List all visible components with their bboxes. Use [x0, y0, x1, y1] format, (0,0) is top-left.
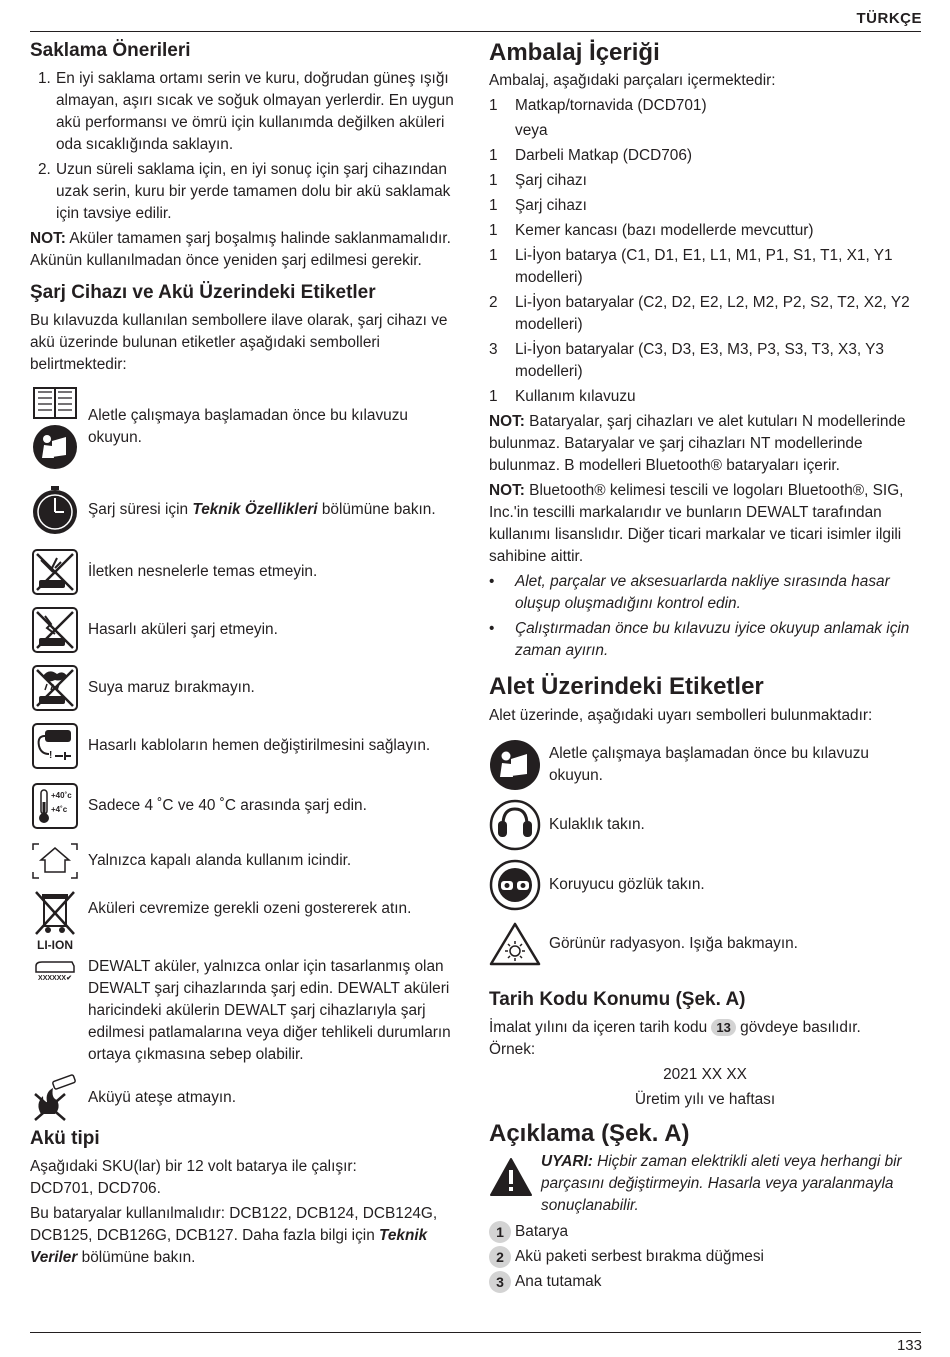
symbol-no-fire	[30, 1074, 460, 1122]
callout-badge: 1	[489, 1221, 511, 1243]
list-item: 1 Matkap/tornavida (DCD701)	[489, 97, 707, 115]
symbol-text: İletken nesnelerle temas etmeyin.	[88, 562, 318, 580]
symbol-text: Yalnızca kapalı alanda kullanım icindir.	[88, 851, 352, 869]
list-item: 2 Li-İyon bataryalar (C2, D2, E2, L2, M2, P2, S2, T2, X2, Y2 modelleri)	[489, 294, 910, 334]
list-item: veya	[515, 122, 548, 140]
battery-code-label: XXXXXX✔	[38, 974, 72, 982]
page-number: 133	[896, 1337, 922, 1354]
symbol-no-conductive	[30, 548, 460, 596]
list-item: 2 Akü paketi serbest bırakma düğmesi	[489, 1246, 921, 1268]
no-damaged-battery-icon	[31, 606, 79, 654]
right-column	[489, 40, 921, 1296]
symbol-charge-time	[30, 484, 460, 536]
no-fire-icon	[31, 1074, 79, 1122]
list-item: 1 Kemer kancası (bazı modellerde mevcuttur)	[489, 222, 814, 240]
symbol-radiation	[489, 921, 921, 967]
svg-text:+4˚c: +4˚c	[51, 804, 68, 814]
bullet-item: • Çalıştırmadan önce bu kılavuzu iyice okuyup anlamak için zaman ayırın.	[489, 620, 910, 660]
symbol-text: DEWALT aküler, yalnızca onlar için tasarlanmış olan DEWALT şarj cihazlarında şarj edin. DEWALT aküleri haricindeki akülerin DEWALT şarj cihazlarıyla şarj edilmesi patlamalarına veya diğer tehlikeli durumların ortaya çıkmasına sebep olabilir.	[88, 957, 451, 1063]
symbol-dewalt-only	[30, 956, 460, 1066]
package-intro: Ambalaj, aşağıdaki parçaları içermektedir:	[489, 72, 776, 90]
symbol-dispose	[30, 888, 460, 952]
list-item: 1 Li-İyon batarya (C1, D1, E1, L1, M1, P1, S1, T1, X1, Y1 modelleri)	[489, 247, 893, 287]
date-code-example-label: Örnek:	[489, 1040, 536, 1058]
list-item: 1 Kullanım kılavuzu	[489, 388, 636, 406]
indoor-house-icon	[31, 842, 79, 880]
symbol-text: Sadece 4 ˚C ve 40 ˚C arasında şarj edin.	[88, 796, 367, 814]
symbol-no-water	[30, 664, 460, 712]
battery-type-line3: Bu bataryalar kullanılmalıdır: DCB122, DCB124, DCB124G, DCB125, DCB126G, DCB127. Daha fazla bilgi için Teknik Veriler bölümüne bakın.	[30, 1204, 438, 1266]
list-item: 3 Ana tutamak	[489, 1271, 921, 1293]
symbol-text: Hasarlı aküleri şarj etmeyin.	[88, 620, 278, 638]
package-note-2: NOT: Bluetooth® kelimesi tescili ve logoları Bluetooth®, SIG, Inc.'in tescilli markalarıdır ve bunların DEWALT tarafından kullanımı lisanslıdır. Diğer ticari markalar ve ticari isimler ilgili sahibine aittir.	[489, 482, 904, 566]
symbol-no-damaged	[30, 606, 460, 654]
tool-labels-intro: Alet üzerinde, aşağıdaki uyarı sembolleri bulunmaktadır:	[489, 706, 873, 724]
battery-type-line2: DCD701, DCD706.	[30, 1179, 161, 1197]
language-label: TÜRKÇE	[856, 10, 922, 27]
svg-text:!: !	[49, 749, 53, 761]
symbol-text: Kulaklık takın.	[549, 815, 645, 833]
callout-badge: 3	[489, 1271, 511, 1293]
symbol-replace-cords	[30, 722, 460, 770]
footer-rule	[30, 1332, 921, 1333]
read-manual-icon	[489, 739, 541, 791]
tool-labels-title: Alet Üzerindeki Etiketler	[489, 673, 764, 701]
symbol-indoor	[30, 842, 460, 880]
svg-text:+40˚c: +40˚c	[51, 790, 72, 800]
bullet-item: • Alet, parçalar ve aksesuarlarda nakliye sırasında hasar oluşup oluşmadığını kontrol edin.	[489, 573, 890, 613]
symbol-text: Aküleri cevremize gerekli ozeni gostererek atın.	[88, 899, 412, 917]
visible-radiation-icon	[489, 921, 541, 967]
left-column	[30, 40, 460, 1269]
package-list	[489, 95, 921, 408]
list-item: 1 Şarj cihazı	[489, 197, 587, 215]
read-manual-icon	[32, 424, 78, 470]
header-rule	[30, 31, 921, 32]
symbol-tool-read-manual	[489, 739, 921, 791]
warning-triangle-icon	[489, 1157, 533, 1197]
date-code-text: İmalat yılını da içeren tarih kodu 13 gövdeye basılıdır.	[489, 1018, 861, 1036]
symbol-temperature	[30, 782, 460, 830]
list-item: 1 Batarya	[489, 1221, 921, 1243]
callout-badge: 13	[711, 1019, 735, 1036]
parts-list	[489, 1221, 921, 1293]
book-icon	[32, 384, 78, 422]
callout-badge: 2	[489, 1246, 511, 1268]
symbol-text: Aletle çalışmaya başlamadan önce bu kılavuzu okuyun.	[549, 744, 869, 784]
stopwatch-icon	[30, 484, 80, 536]
list-item: 2. Uzun süreli saklama için, en iyi sonuç için şarj cihazından uzak serin, kuru bir yerde tamamen dolu bir akü saklamak için tavsiye edilir.	[38, 160, 451, 222]
damaged-cord-icon	[31, 722, 79, 770]
eye-protection-icon	[489, 859, 541, 911]
no-conductive-objects-icon	[31, 548, 79, 596]
labels-title: Şarj Cihazı ve Akü Üzerindeki Etiketler	[30, 281, 376, 303]
date-code-example-caption: Üretim yılı ve haftası	[634, 1090, 776, 1108]
package-note-1: NOT: Bataryalar, şarj cihazları ve alet kutuları N modellerinde bulunmaz. Bataryalar ve şarj cihazları NT modellerinde bulunmaz. B modelleri Bluetooth® bataryaları içerir.	[489, 413, 906, 475]
battery-type-title: Akü tipi	[30, 1127, 100, 1149]
storage-list	[30, 68, 460, 225]
list-item: 1. En iyi saklama ortamı serin ve kuru, doğrudan güneş ışığı almayan, aşırı sıcak ve soğuk olmayan yerlerdir. En uygun akü performansı ve ömrü için kullanımda değilken aküleri oda sıcaklığında saklayın.	[38, 69, 454, 153]
storage-title: Saklama Önerileri	[30, 40, 191, 61]
symbol-ear-protection	[489, 799, 921, 851]
symbol-text: Görünür radyasyon. Işığa bakmayın.	[549, 934, 798, 952]
warning-block	[489, 1151, 921, 1217]
package-title: Ambalaj İçeriği	[489, 39, 660, 66]
thermometer-icon	[31, 782, 79, 830]
list-item: 3 Li-İyon bataryalar (C3, D3, E3, M3, P3, S3, T3, X3, Y3 modelleri)	[489, 341, 884, 381]
liion-label: LI-ION	[37, 937, 73, 952]
labels-intro: Bu kılavuzda kullanılan sembollere ilave olarak, şarj cihazı ve akü üzerinde bulunan etiketler aşağıdaki sembolleri belirtmektedir:	[30, 311, 448, 373]
ear-protection-icon	[489, 799, 541, 851]
symbol-text: Hasarlı kabloların hemen değiştirilmesini sağlayın.	[88, 736, 431, 754]
symbol-read-manual	[30, 384, 460, 470]
storage-note: NOT: Aküler tamamen şarj boşalmış halinde saklanmamalıdır. Akünün kullanılmadan önce yeniden şarj edilmesi gerekir.	[30, 229, 451, 269]
battery-type-line1: Aşağıdaki SKU(lar) bir 12 volt batarya ile çalışır:	[30, 1157, 357, 1175]
warning-text: UYARI: Hiçbir zaman elektrikli aleti veya herhangi bir parçasını değiştirmeyin. Hasarla veya yaralanmayla sonuçlanabilir.	[541, 1153, 902, 1215]
symbol-text: Koruyucu gözlük takın.	[549, 875, 705, 893]
crossed-bin-icon	[32, 888, 78, 936]
date-code-example-value: 2021 XX XX	[663, 1065, 747, 1083]
date-code-title: Tarih Kodu Konumu (Şek. A)	[489, 988, 746, 1010]
symbol-text: Suya maruz bırakmayın.	[88, 678, 255, 696]
symbol-text: Aletle çalışmaya başlamadan önce bu kılavuzu okuyun.	[88, 406, 408, 446]
symbol-eye-protection	[489, 859, 921, 911]
symbol-text: Aküyü ateşe atmayın.	[88, 1088, 236, 1106]
symbol-text: Şarj süresi için Teknik Özellikleri bölümüne bakın.	[88, 500, 436, 518]
list-item: 1 Darbeli Matkap (DCD706)	[489, 147, 693, 165]
list-item: 1 Şarj cihazı	[489, 172, 587, 190]
dewalt-battery-icon	[32, 960, 78, 974]
no-water-icon	[31, 664, 79, 712]
description-title: Açıklama (Şek. A)	[489, 1119, 690, 1147]
